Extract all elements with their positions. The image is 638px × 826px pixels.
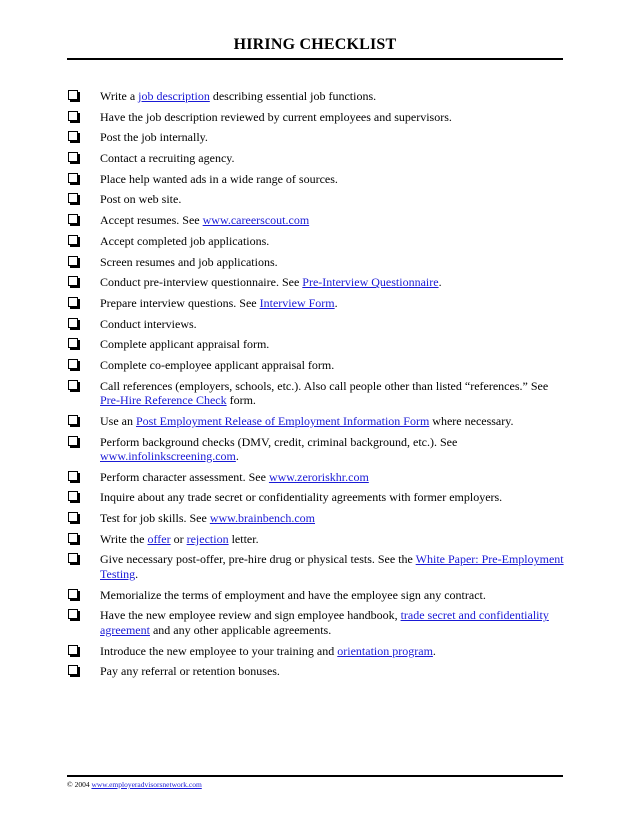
item-text: Accept completed job applications. [100, 233, 270, 248]
item-text: describing essential job functions. [209, 89, 377, 103]
checkbox-icon[interactable] [68, 533, 78, 543]
checklist-item [68, 234, 568, 249]
item-link[interactable]: www.careerscout.com [202, 213, 310, 228]
hiring-checklist [68, 89, 568, 685]
checklist-item [68, 89, 568, 104]
checklist-item [68, 435, 568, 464]
item-link[interactable]: Interview Form [259, 295, 335, 310]
item-link[interactable]: Pre-Interview Questionnaire [302, 275, 439, 290]
checkbox-icon[interactable] [68, 512, 78, 522]
item-text: . [334, 295, 338, 310]
checkbox-icon[interactable] [68, 318, 78, 328]
item-text: . [438, 275, 442, 290]
checklist-item [68, 608, 568, 637]
checkbox-icon[interactable] [68, 152, 78, 162]
item-text: Perform character assessment. See [100, 469, 269, 484]
checklist-item [68, 664, 568, 679]
item-text: Post on web site. [100, 192, 182, 207]
checkbox-icon[interactable] [68, 589, 78, 599]
item-link[interactable]: White Paper: Pre-Employment Testing [100, 552, 564, 581]
item-text: Have the job description reviewed by current employees and supervisors. [100, 109, 452, 124]
item-text: . [432, 643, 436, 658]
item-text: Inquire about any trade secret or confidentiality agreements with former employers. [100, 490, 503, 505]
item-text: Post the job internally. [100, 130, 208, 145]
checklist-item [68, 337, 568, 352]
checkbox-icon[interactable] [68, 436, 78, 446]
item-text: Place help wanted ads in a wide range of sources. [100, 171, 338, 186]
item-text: Complete applicant appraisal form. [100, 337, 270, 352]
checkbox-icon[interactable] [68, 665, 78, 675]
item-link[interactable]: www.brainbench.com [209, 511, 316, 526]
item-link[interactable]: trade secret and confidentiality agreement [100, 608, 549, 637]
item-link[interactable]: orientation program [337, 643, 433, 658]
copyright-text: © 2004 [67, 780, 92, 789]
item-text: Test for job skills. See [100, 511, 210, 526]
checkbox-icon[interactable] [68, 471, 78, 481]
item-text: Give necessary post-offer, pre-hire drug or physical tests. See the [100, 552, 416, 567]
item-text: Perform background checks (DMV, credit, criminal background, etc.). See [100, 434, 458, 449]
item-text: Pay any referral or retention bonuses. [100, 664, 280, 679]
item-text: letter. [228, 531, 259, 546]
page-title: HIRING CHECKLIST [233, 36, 397, 53]
checkbox-icon[interactable] [68, 235, 78, 245]
checkbox-icon[interactable] [68, 111, 78, 121]
checkbox-icon[interactable] [68, 645, 78, 655]
item-text: Conduct pre-interview questionnaire. See [100, 275, 303, 290]
checklist-item [68, 317, 568, 332]
checkbox-icon[interactable] [68, 276, 78, 286]
checkbox-icon[interactable] [68, 256, 78, 266]
checkbox-icon[interactable] [68, 131, 78, 141]
checkbox-icon[interactable] [68, 214, 78, 224]
checklist-item [68, 511, 568, 526]
checkbox-icon[interactable] [68, 193, 78, 203]
checkbox-icon[interactable] [68, 90, 78, 100]
item-text: or [170, 531, 187, 546]
checklist-item [68, 588, 568, 603]
title-divider [67, 58, 563, 60]
item-text: Complete co-employee applicant appraisal form. [100, 357, 335, 372]
item-text: . [135, 566, 139, 581]
checkbox-icon[interactable] [68, 609, 78, 619]
checklist-item [68, 379, 568, 408]
checkbox-icon[interactable] [68, 359, 78, 369]
item-link[interactable]: www.infolinkscreening.com [100, 449, 236, 463]
checkbox-icon[interactable] [68, 380, 78, 390]
checklist-item [68, 172, 568, 187]
checklist-item [68, 532, 568, 547]
item-text: Use an [100, 413, 136, 428]
checklist-item [68, 490, 568, 505]
item-link[interactable]: job description [138, 89, 210, 103]
checklist-item [68, 644, 568, 659]
item-text: and any other applicable agreements. [149, 622, 332, 637]
checklist-item [68, 255, 568, 270]
checklist-item [68, 552, 568, 581]
item-text: Memorialize the terms of employment and have the employee sign any contract. [100, 587, 486, 602]
checklist-item [68, 470, 568, 485]
checklist-item [68, 296, 568, 311]
item-link[interactable]: Post Employment Release of Employment Information Form [136, 413, 430, 428]
checklist-item [68, 275, 568, 290]
item-text: where necessary. [429, 413, 514, 428]
footer [67, 780, 202, 789]
item-link[interactable]: rejection [186, 531, 229, 546]
footer-divider [67, 775, 563, 777]
item-link[interactable]: www.zeroriskhr.com [268, 469, 369, 484]
checklist-item [68, 130, 568, 145]
checkbox-icon[interactable] [68, 297, 78, 307]
item-text: Screen resumes and job applications. [100, 254, 278, 269]
checkbox-icon[interactable] [68, 173, 78, 183]
checklist-item [68, 110, 568, 125]
item-link[interactable]: offer [147, 531, 171, 546]
checkbox-icon[interactable] [68, 491, 78, 501]
checklist-item [68, 414, 568, 429]
item-text: . [235, 449, 239, 463]
checklist-item [68, 213, 568, 228]
checkbox-icon[interactable] [68, 553, 78, 563]
footer-link[interactable]: www.employeradvisorsnetwork.com [91, 780, 202, 789]
checklist-item [68, 192, 568, 207]
item-text: Write the [100, 531, 148, 546]
checkbox-icon[interactable] [68, 415, 78, 425]
item-text: Have the new employee review and sign employee handbook, [100, 608, 401, 623]
checkbox-icon[interactable] [68, 338, 78, 348]
item-text: Call references (employers, schools, etc.). Also call people other than listed “references.” See [100, 378, 549, 393]
item-text: Contact a recruiting agency. [100, 151, 235, 166]
item-text: Accept resumes. See [100, 213, 203, 228]
item-text: Conduct interviews. [100, 316, 197, 331]
item-text: Introduce the new employee to your training and [100, 643, 338, 658]
item-text: Prepare interview questions. See [100, 295, 260, 310]
item-link[interactable]: Pre-Hire Reference Check [100, 393, 227, 408]
item-text: form. [226, 393, 256, 408]
checklist-item [68, 358, 568, 373]
item-text: Write a [100, 89, 139, 103]
checklist-item [68, 151, 568, 166]
